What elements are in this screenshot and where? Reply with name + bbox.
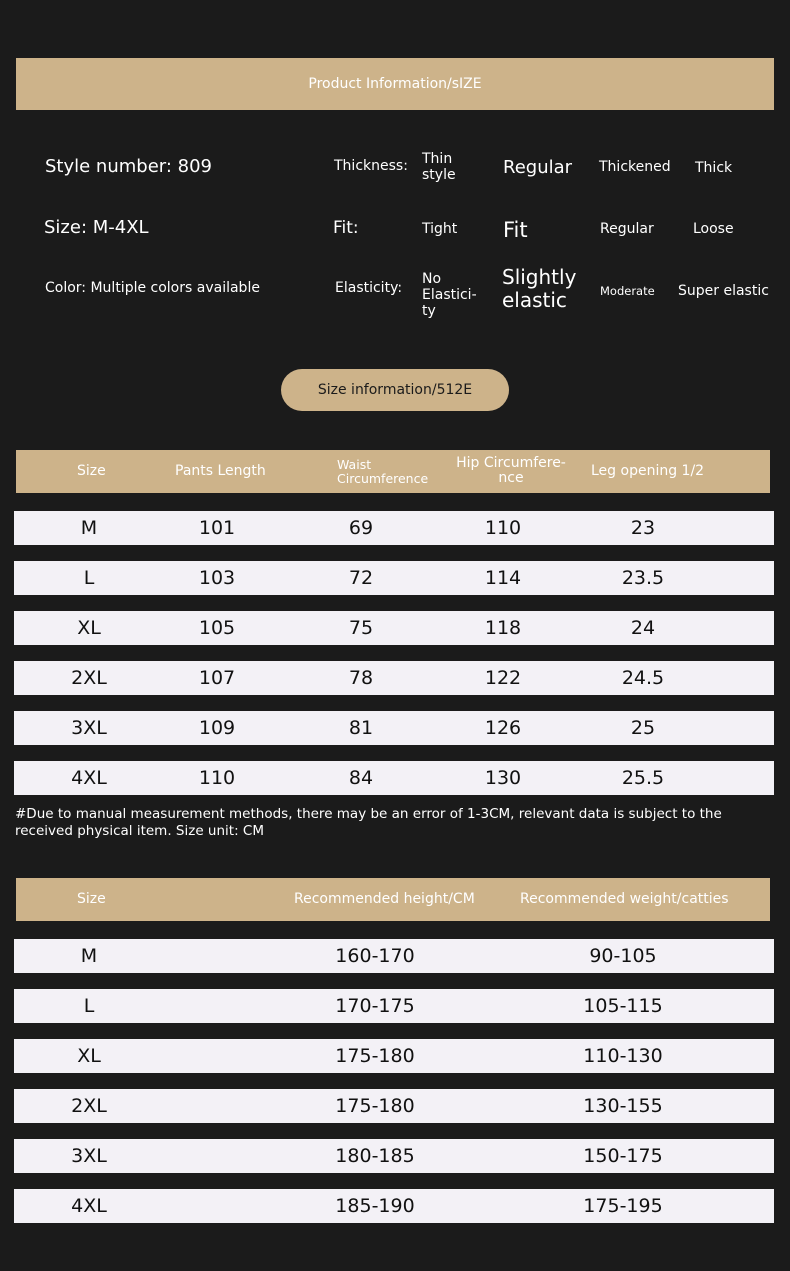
elasticity-option-none: No Elastici-ty [422,271,477,320]
cell-size: 2XL [71,1095,107,1117]
table-row [14,1189,774,1223]
product-attributes [0,140,790,340]
cell-leg-opening: 25 [630,717,656,739]
fit-option-loose: Loose [693,221,734,237]
cell-leg-opening: 24.5 [621,667,665,689]
cell-pants-length: 101 [198,517,236,539]
header-recommended-height: Recommended height/CM [294,891,475,907]
table-row [14,939,774,973]
cell-hip: 118 [484,617,522,639]
cell-waist: 75 [348,617,374,639]
cell-waist: 69 [348,517,374,539]
cell-height: 175-180 [335,1095,415,1117]
cell-weight: 130-155 [583,1095,663,1117]
header-recommended-weight: Recommended weight/catties [520,891,729,907]
cell-weight: 175-195 [583,1195,663,1217]
header-size: Size [77,463,106,479]
size-information-pill [281,369,509,411]
style-number: Style number: 809 [45,156,213,177]
cell-weight: 105-115 [583,995,663,1017]
cell-size: XL [77,617,101,639]
cell-pants-length: 105 [198,617,236,639]
cell-size: 4XL [71,1195,107,1217]
table-row [14,761,774,795]
table-row [14,1139,774,1173]
cell-leg-opening: 23.5 [621,567,665,589]
fit-option-fit: Fit [503,218,528,242]
thickness-option-thickened: Thickened [599,159,671,175]
cell-waist: 72 [348,567,374,589]
elasticity-option-moderate: Moderate [600,284,655,298]
table-row [14,989,774,1023]
banner-title: Product Information/sIZE [308,76,482,92]
cell-size: 3XL [71,717,107,739]
cell-hip: 122 [484,667,522,689]
cell-height: 170-175 [335,995,415,1017]
cell-size: 2XL [71,667,107,689]
table-row [14,1089,774,1123]
cell-size: XL [77,1045,101,1067]
cell-size: L [83,567,95,589]
elasticity-label: Elasticity: [335,280,403,296]
cell-pants-length: 109 [198,717,236,739]
cell-weight: 150-175 [583,1145,663,1167]
cell-size: 4XL [71,767,107,789]
fit-option-regular: Regular [600,221,654,237]
cell-waist: 81 [348,717,374,739]
color-info: Color: Multiple colors available [45,280,260,296]
cell-weight: 110-130 [583,1045,663,1067]
measurement-note: #Due to manual measurement methods, there may be an error of 1-3CM, relevant data is subject to the received physical item. Size unit: CM [15,806,722,839]
thickness-option-thick: Thick [695,160,733,176]
cell-height: 160-170 [335,945,415,967]
table-row [14,1039,774,1073]
cell-weight: 90-105 [589,945,657,967]
size-information-label: Size information/512E [317,382,473,398]
cell-size: L [83,995,95,1017]
header-leg-opening: Leg opening 1/2 [591,463,705,479]
header-hip: Hip Circumfere-nce [456,455,566,487]
cell-leg-opening: 25.5 [621,767,665,789]
thickness-option-thin: Thin style [422,151,456,184]
cell-height: 175-180 [335,1045,415,1067]
elasticity-option-super: Super elastic [678,283,769,299]
elasticity-option-slight: Slightly elastic [502,265,577,312]
cell-height: 180-185 [335,1145,415,1167]
fit-option-tight: Tight [422,221,458,237]
table-row [14,611,774,645]
table-row [14,711,774,745]
table-row [14,511,774,545]
fit-label: Fit: [333,218,359,238]
recommendation-table-header [16,878,770,921]
table-row [14,661,774,695]
cell-waist: 78 [348,667,374,689]
cell-size: 3XL [71,1145,107,1167]
size-range: Size: M-4XL [44,217,149,238]
header-waist: Waist Circumference [337,457,429,486]
header-pants-length: Pants Length [175,463,266,479]
cell-size: M [80,945,98,967]
cell-leg-opening: 23 [630,517,656,539]
cell-hip: 110 [484,517,522,539]
cell-pants-length: 107 [198,667,236,689]
cell-size: M [80,517,98,539]
table-row [14,561,774,595]
size-table-header [16,450,770,493]
cell-height: 185-190 [335,1195,415,1217]
cell-leg-opening: 24 [630,617,656,639]
cell-pants-length: 110 [198,767,236,789]
header-size: Size [77,891,106,907]
thickness-option-regular: Regular [503,157,573,178]
cell-pants-length: 103 [198,567,236,589]
cell-waist: 84 [348,767,374,789]
cell-hip: 130 [484,767,522,789]
cell-hip: 114 [484,567,522,589]
product-info-banner [16,58,774,110]
thickness-label: Thickness: [334,158,408,174]
cell-hip: 126 [484,717,522,739]
